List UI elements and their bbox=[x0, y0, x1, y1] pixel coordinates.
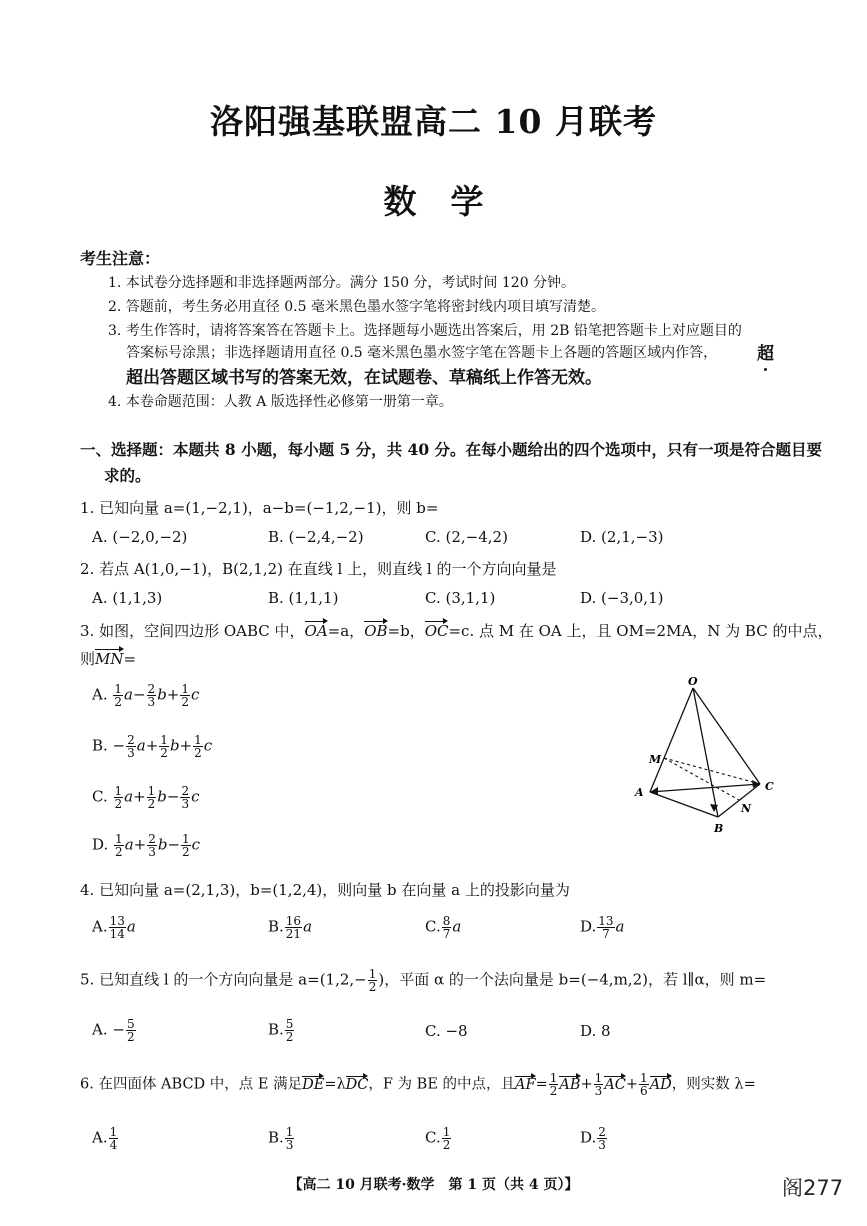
q1-option-c: C. (2,−4,2) bbox=[425, 528, 508, 546]
label-b: B bbox=[714, 822, 724, 835]
label-n: N bbox=[741, 802, 752, 815]
notice-item-3-line3: 超出答题区域书写的答案无效，在试题卷、草稿纸上作答无效。 bbox=[126, 368, 602, 388]
dashed-mn bbox=[664, 758, 739, 800]
label-m: M bbox=[649, 753, 662, 766]
dashed-mc bbox=[664, 758, 760, 784]
q2-option-a: A. (1,1,3) bbox=[92, 589, 163, 607]
label-a: A bbox=[635, 786, 644, 799]
notice-item-2: 2. 答题前，考生务必用直径 0.5 毫米黑色墨水签字笔将密封线内项目填写清楚。 bbox=[108, 299, 605, 315]
section-heading-line2: 求的。 bbox=[104, 466, 151, 485]
edge-oa bbox=[650, 688, 693, 792]
q1-option-d: D. (2,1,−3) bbox=[580, 528, 664, 546]
label-c: C bbox=[765, 780, 774, 793]
notice-item-4: 4. 本卷命题范围：人教 A 版选择性必修第一册第一章。 bbox=[108, 394, 453, 410]
vector-ob: OB bbox=[364, 622, 388, 640]
question-3-stem: 3. 如图，空间四边形 OABC 中，OA=a，OB=b，OC=c. 点 M 在 OA 上，且 OM=2MA，N 为 BC 的中点， bbox=[80, 622, 833, 640]
vector-oa: OA bbox=[304, 622, 328, 640]
exam-title: 洛阳强基联盟高二 10 月联考 bbox=[210, 102, 657, 141]
q4-option-b: B. $\frac{16}{21}$ a bbox=[268, 914, 313, 941]
q3-option-d: D. $\frac{1}{2}$ a+ $\frac{2}{3}$ b− $\frac{1}{2}$ c bbox=[92, 832, 201, 859]
notice-heading: 考生注意： bbox=[80, 249, 161, 268]
notice-emph-lead: 超 bbox=[757, 339, 774, 364]
notice-item-3: 3. 考生作答时，请将答案答在答题卡上。选择题每小题选出答案后，用 2B 铅笔把答题卡上对应题目的 bbox=[108, 323, 742, 339]
question-6-stem: 6. 在四面体 ABCD 中，点 E 满足DE=λDC，F 为 BE 的中点，且AF= $\frac{1}{2}$ AB+ $\frac{1}{3}$ AC+ $\frac{1}{6}$ AD，则实数 λ= bbox=[80, 1071, 756, 1098]
q2-option-b: B. (1,1,1) bbox=[268, 589, 339, 607]
q2-option-d: D. (−3,0,1) bbox=[580, 589, 664, 607]
q5-option-c: C. −8 bbox=[425, 1022, 468, 1040]
q3-option-a: A. $\frac{1}{2}$ a− $\frac{2}{3}$ b+ $\frac{1}{2}$ c bbox=[92, 682, 200, 709]
notice-item-3-line2: 答案标号涂黑；非选择题请用直径 0.5 毫米黑色墨水签字笔在答题卡上各题的答题区域内作答， bbox=[126, 345, 718, 361]
edge-ac bbox=[650, 784, 760, 792]
question-1-stem: 1. 已知向量 a=(1,−2,1)，a−b=(−1,2,−1)，则 b= bbox=[80, 499, 439, 517]
q3-option-b: B. − $\frac{2}{3}$ a+ $\frac{1}{2}$ b+ $\frac{1}{2}$ c bbox=[92, 733, 213, 760]
q6-option-c: C. $\frac{1}{2}$ bbox=[425, 1125, 451, 1152]
edge-oc bbox=[693, 688, 760, 784]
vector-af: AF bbox=[515, 1076, 536, 1093]
question-4-stem: 4. 已知向量 a=(2,1,3)，b=(1,2,4)，则向量 b 在向量 a 上的投影向量为 bbox=[80, 881, 570, 899]
q4-option-a: A. $\frac{13}{14}$ a bbox=[92, 914, 136, 941]
edge-bc bbox=[718, 784, 760, 817]
vector-ad: AD bbox=[649, 1076, 672, 1093]
page-footer: 【高二 10 月联考·数学 第 1 页（共 4 页）】 bbox=[288, 1177, 579, 1193]
tetrahedron-figure bbox=[630, 672, 790, 840]
label-o: O bbox=[688, 675, 698, 688]
section-heading: 一、选择题：本题共 8 小题，每小题 5 分，共 40 分。在每小题给出的四个选项中，只有一项是符合题目要 bbox=[80, 440, 823, 459]
q5-option-a: A. − $\frac{5}{2}$ bbox=[92, 1017, 135, 1044]
q3-option-c: C. $\frac{1}{2}$ a+ $\frac{1}{2}$ b− $\frac{2}{3}$ c bbox=[92, 784, 200, 811]
q1-option-b: B. (−2,4,−2) bbox=[268, 528, 364, 546]
notice-item-1: 1. 本试卷分选择题和非选择题两部分。满分 150 分，考试时间 120 分钟。 bbox=[108, 275, 576, 291]
q5-option-b: B. $\frac{5}{2}$ bbox=[268, 1017, 294, 1044]
vector-ab: AB bbox=[559, 1076, 581, 1093]
q2-option-c: C. (3,1,1) bbox=[425, 589, 496, 607]
edge-ob bbox=[693, 688, 718, 817]
q6-option-a: A. $\frac{1}{4}$ bbox=[92, 1125, 118, 1152]
q4-option-c: C. $\frac{8}{7}$ a bbox=[425, 914, 462, 941]
watermark: 阁277 bbox=[782, 1176, 844, 1200]
vector-de: DE bbox=[302, 1076, 325, 1093]
q1-option-a: A. (−2,0,−2) bbox=[92, 528, 188, 546]
vector-ac: AC bbox=[604, 1076, 626, 1093]
q6-option-b: B. $\frac{1}{3}$ bbox=[268, 1125, 294, 1152]
question-2-stem: 2. 若点 A(1,0,−1)，B(2,1,2) 在直线 l 上，则直线 l 的一个方向向量是 bbox=[80, 560, 557, 578]
vector-dc: DC bbox=[345, 1076, 369, 1093]
q6-option-d: D. $\frac{2}{3}$ bbox=[580, 1125, 606, 1152]
question-5-stem: 5. 已知直线 l 的一个方向向量是 a=(1,2,− $\frac{1}{2}$ )，平面 α 的一个法向量是 b=(−4,m,2)，若 l∥α，则 m= bbox=[80, 967, 767, 994]
question-3-stem-line2: 则MN= bbox=[80, 650, 137, 668]
edge-ab bbox=[650, 792, 718, 817]
vector-oc: OC bbox=[424, 622, 449, 640]
vector-mn: MN bbox=[95, 650, 124, 668]
subject-title: 数学 bbox=[383, 182, 518, 221]
q4-option-d: D. $\frac{13}{7}$ a bbox=[580, 914, 625, 941]
q5-option-d: D. 8 bbox=[580, 1022, 611, 1040]
